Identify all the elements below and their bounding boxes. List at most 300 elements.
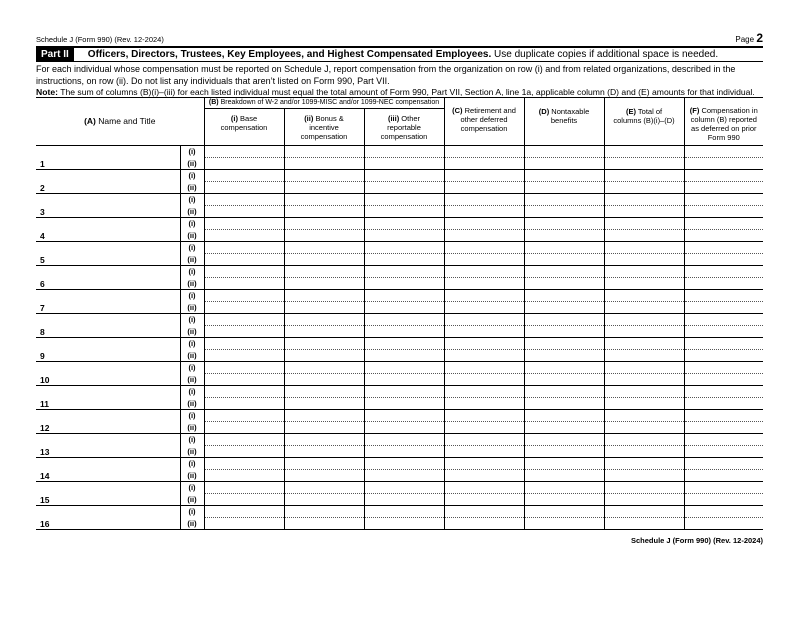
total-field[interactable] (604, 230, 684, 242)
retirement-field[interactable] (444, 158, 524, 170)
other-field[interactable] (364, 266, 444, 278)
row-sub-label: (ii) (180, 302, 204, 314)
row-sub-label: (ii) (180, 518, 204, 530)
column-e-header: (E) Total of columns (B)(i)–(D) (604, 98, 684, 146)
total-field[interactable] (604, 290, 684, 302)
other-field[interactable] (364, 242, 444, 254)
base-field[interactable] (204, 458, 284, 470)
table-row-11-i (36, 386, 763, 398)
name-and-title-field[interactable] (36, 362, 180, 386)
prior-deferred-field[interactable] (684, 386, 763, 398)
row-sub-label: (i) (180, 434, 204, 446)
total-field[interactable] (604, 350, 684, 362)
base-field[interactable] (204, 374, 284, 386)
retirement-field[interactable] (444, 182, 524, 194)
row-number: 11 (40, 399, 49, 409)
row-sub-label: (i) (180, 386, 204, 398)
retirement-field[interactable] (444, 422, 524, 434)
base-field[interactable] (204, 434, 284, 446)
nontaxable-field[interactable] (524, 482, 604, 494)
nontaxable-field[interactable] (524, 458, 604, 470)
name-and-title-field[interactable] (36, 290, 180, 314)
prior-deferred-field[interactable] (684, 266, 763, 278)
name-and-title-field[interactable] (36, 410, 180, 434)
nontaxable-field[interactable] (524, 374, 604, 386)
total-field[interactable] (604, 266, 684, 278)
prior-deferred-field[interactable] (684, 170, 763, 182)
retirement-field[interactable] (444, 302, 524, 314)
row-number: 8 (40, 327, 45, 337)
note-label: Note: (36, 87, 58, 97)
total-field[interactable] (604, 386, 684, 398)
prior-deferred-field[interactable] (684, 206, 763, 218)
bonus-field[interactable] (284, 494, 364, 506)
part-divider (36, 61, 763, 62)
retirement-field[interactable] (444, 434, 524, 446)
prior-deferred-field[interactable] (684, 362, 763, 374)
base-field[interactable] (204, 386, 284, 398)
base-field[interactable] (204, 170, 284, 182)
total-field[interactable] (604, 182, 684, 194)
prior-deferred-field[interactable] (684, 470, 763, 482)
retirement-field[interactable] (444, 518, 524, 530)
other-field[interactable] (364, 302, 444, 314)
prior-deferred-field[interactable] (684, 146, 763, 158)
prior-deferred-field[interactable] (684, 158, 763, 170)
prior-deferred-field[interactable] (684, 194, 763, 206)
row-number: 16 (40, 519, 50, 529)
other-field[interactable] (364, 158, 444, 170)
retirement-field[interactable] (444, 290, 524, 302)
other-field[interactable] (364, 482, 444, 494)
bonus-field[interactable] (284, 362, 364, 374)
base-field[interactable] (204, 278, 284, 290)
bonus-field[interactable] (284, 326, 364, 338)
bonus-field[interactable] (284, 158, 364, 170)
name-and-title-field[interactable] (36, 338, 180, 362)
bonus-field[interactable] (284, 302, 364, 314)
nontaxable-field[interactable] (524, 218, 604, 230)
base-field[interactable] (204, 290, 284, 302)
total-field[interactable] (604, 170, 684, 182)
other-field[interactable] (364, 326, 444, 338)
prior-deferred-field[interactable] (684, 422, 763, 434)
bonus-field[interactable] (284, 374, 364, 386)
bonus-field[interactable] (284, 218, 364, 230)
prior-deferred-field[interactable] (684, 314, 763, 326)
nontaxable-field[interactable] (524, 194, 604, 206)
name-and-title-field[interactable] (36, 482, 180, 506)
bonus-field[interactable] (284, 230, 364, 242)
row-sub-label: (ii) (180, 278, 204, 290)
total-field[interactable] (604, 458, 684, 470)
retirement-field[interactable] (444, 194, 524, 206)
row-sub-label: (ii) (180, 326, 204, 338)
bonus-field[interactable] (284, 266, 364, 278)
total-field[interactable] (604, 434, 684, 446)
column-b1-header: (i) Base compensation (204, 109, 284, 146)
prior-deferred-field[interactable] (684, 254, 763, 266)
table-row-6-i (36, 266, 763, 278)
bonus-field[interactable] (284, 290, 364, 302)
column-d-header: (D) Nontaxable benefits (524, 98, 604, 146)
bonus-field[interactable] (284, 518, 364, 530)
nontaxable-field[interactable] (524, 506, 604, 518)
part-header (36, 48, 763, 61)
nontaxable-field[interactable] (524, 494, 604, 506)
row-sub-label: (ii) (180, 398, 204, 410)
other-field[interactable] (364, 170, 444, 182)
bonus-field[interactable] (284, 422, 364, 434)
name-and-title-field[interactable] (36, 458, 180, 482)
total-field[interactable] (604, 254, 684, 266)
base-field[interactable] (204, 230, 284, 242)
total-field[interactable] (604, 302, 684, 314)
total-field[interactable] (604, 194, 684, 206)
column-f-header: (F) Compensation in column (B) reported as deferred on prior Form 990 (684, 98, 763, 146)
nontaxable-field[interactable] (524, 338, 604, 350)
bonus-field[interactable] (284, 434, 364, 446)
prior-deferred-field[interactable] (684, 338, 763, 350)
total-field[interactable] (604, 206, 684, 218)
prior-deferred-field[interactable] (684, 446, 763, 458)
row-sub-label: (i) (180, 266, 204, 278)
base-field[interactable] (204, 482, 284, 494)
nontaxable-field[interactable] (524, 326, 604, 338)
retirement-field[interactable] (444, 254, 524, 266)
bonus-field[interactable] (284, 254, 364, 266)
retirement-field[interactable] (444, 398, 524, 410)
base-field[interactable] (204, 422, 284, 434)
base-field[interactable] (204, 398, 284, 410)
other-field[interactable] (364, 362, 444, 374)
retirement-field[interactable] (444, 506, 524, 518)
other-field[interactable] (364, 410, 444, 422)
row-sub-label: (ii) (180, 206, 204, 218)
bonus-field[interactable] (284, 278, 364, 290)
bonus-field[interactable] (284, 350, 364, 362)
total-field[interactable] (604, 374, 684, 386)
retirement-field[interactable] (444, 338, 524, 350)
column-b2-header: (ii) Bonus & incentive compensation (284, 109, 364, 146)
nontaxable-field[interactable] (524, 230, 604, 242)
other-field[interactable] (364, 218, 444, 230)
retirement-field[interactable] (444, 350, 524, 362)
table-row-15-i (36, 482, 763, 494)
row-sub-label: (ii) (180, 494, 204, 506)
base-field[interactable] (204, 410, 284, 422)
total-field[interactable] (604, 314, 684, 326)
base-field[interactable] (204, 350, 284, 362)
prior-deferred-field[interactable] (684, 494, 763, 506)
other-field[interactable] (364, 434, 444, 446)
row-number: 9 (40, 351, 45, 361)
row-sub-label: (i) (180, 410, 204, 422)
prior-deferred-field[interactable] (684, 482, 763, 494)
other-field[interactable] (364, 422, 444, 434)
retirement-field[interactable] (444, 242, 524, 254)
base-field[interactable] (204, 194, 284, 206)
row-number: 6 (40, 279, 45, 289)
form-reference: Schedule J (Form 990) (Rev. 12-2024) (36, 35, 164, 44)
retirement-field[interactable] (444, 314, 524, 326)
name-and-title-field[interactable] (36, 266, 180, 290)
other-field[interactable] (364, 386, 444, 398)
note-text: The sum of columns (B)(i)–(iii) for each listed individual must equal the total amount of Form 990, Part VII, Section A, line 1a, applicable column (D) and (E) amounts for that individual. (57, 87, 755, 97)
table-row-9-i (36, 338, 763, 350)
prior-deferred-field[interactable] (684, 518, 763, 530)
retirement-field[interactable] (444, 494, 524, 506)
other-field[interactable] (364, 314, 444, 326)
base-field[interactable] (204, 518, 284, 530)
retirement-field[interactable] (444, 146, 524, 158)
base-field[interactable] (204, 326, 284, 338)
base-field[interactable] (204, 470, 284, 482)
retirement-field[interactable] (444, 170, 524, 182)
bonus-field[interactable] (284, 242, 364, 254)
row-number: 15 (40, 495, 50, 505)
part-subtitle: Use duplicate copies if additional space is needed. (491, 49, 719, 60)
prior-deferred-field[interactable] (684, 242, 763, 254)
other-field[interactable] (364, 146, 444, 158)
base-field[interactable] (204, 158, 284, 170)
footer-form-reference: Schedule J (Form 990) (Rev. 12-2024) (631, 536, 763, 545)
nontaxable-field[interactable] (524, 146, 604, 158)
base-field[interactable] (204, 218, 284, 230)
nontaxable-field[interactable] (524, 206, 604, 218)
base-field[interactable] (204, 146, 284, 158)
total-field[interactable] (604, 218, 684, 230)
name-and-title-field[interactable] (36, 194, 180, 218)
row-number: 4 (40, 231, 45, 241)
prior-deferred-field[interactable] (684, 278, 763, 290)
bonus-field[interactable] (284, 458, 364, 470)
row-sub-label: (i) (180, 290, 204, 302)
nontaxable-field[interactable] (524, 410, 604, 422)
nontaxable-field[interactable] (524, 170, 604, 182)
name-and-title-field[interactable] (36, 146, 180, 170)
row-number: 7 (40, 303, 45, 313)
other-field[interactable] (364, 494, 444, 506)
total-field[interactable] (604, 398, 684, 410)
bonus-field[interactable] (284, 446, 364, 458)
row-number: 1 (40, 159, 45, 169)
retirement-field[interactable] (444, 278, 524, 290)
base-field[interactable] (204, 242, 284, 254)
total-field[interactable] (604, 278, 684, 290)
base-field[interactable] (204, 206, 284, 218)
bonus-field[interactable] (284, 482, 364, 494)
table-row-16-i (36, 506, 763, 518)
other-field[interactable] (364, 278, 444, 290)
row-sub-label: (ii) (180, 158, 204, 170)
nontaxable-field[interactable] (524, 158, 604, 170)
other-field[interactable] (364, 254, 444, 266)
page-number (735, 31, 763, 45)
base-field[interactable] (204, 494, 284, 506)
nontaxable-field[interactable] (524, 242, 604, 254)
retirement-field[interactable] (444, 482, 524, 494)
name-and-title-field[interactable] (36, 218, 180, 242)
total-field[interactable] (604, 338, 684, 350)
nontaxable-field[interactable] (524, 422, 604, 434)
total-field[interactable] (604, 326, 684, 338)
other-field[interactable] (364, 194, 444, 206)
row-number: 14 (40, 471, 50, 481)
other-field[interactable] (364, 470, 444, 482)
base-field[interactable] (204, 314, 284, 326)
total-field[interactable] (604, 446, 684, 458)
part-tag: Part II (36, 48, 74, 61)
nontaxable-field[interactable] (524, 278, 604, 290)
base-field[interactable] (204, 446, 284, 458)
other-field[interactable] (364, 458, 444, 470)
other-field[interactable] (364, 230, 444, 242)
base-field[interactable] (204, 506, 284, 518)
prior-deferred-field[interactable] (684, 326, 763, 338)
prior-deferred-field[interactable] (684, 506, 763, 518)
retirement-field[interactable] (444, 386, 524, 398)
other-field[interactable] (364, 350, 444, 362)
nontaxable-field[interactable] (524, 182, 604, 194)
nontaxable-field[interactable] (524, 470, 604, 482)
row-sub-label: (ii) (180, 182, 204, 194)
nontaxable-field[interactable] (524, 386, 604, 398)
row-sub-label: (i) (180, 218, 204, 230)
row-number: 12 (40, 423, 50, 433)
base-field[interactable] (204, 266, 284, 278)
retirement-field[interactable] (444, 410, 524, 422)
name-and-title-field[interactable] (36, 242, 180, 266)
other-field[interactable] (364, 182, 444, 194)
nontaxable-field[interactable] (524, 446, 604, 458)
prior-deferred-field[interactable] (684, 302, 763, 314)
total-field[interactable] (604, 422, 684, 434)
other-field[interactable] (364, 374, 444, 386)
total-field[interactable] (604, 506, 684, 518)
bonus-field[interactable] (284, 410, 364, 422)
base-field[interactable] (204, 182, 284, 194)
bonus-field[interactable] (284, 398, 364, 410)
other-field[interactable] (364, 206, 444, 218)
base-field[interactable] (204, 302, 284, 314)
base-field[interactable] (204, 338, 284, 350)
table-row-4-i (36, 218, 763, 230)
total-field[interactable] (604, 494, 684, 506)
base-field[interactable] (204, 254, 284, 266)
total-field[interactable] (604, 518, 684, 530)
prior-deferred-field[interactable] (684, 230, 763, 242)
nontaxable-field[interactable] (524, 362, 604, 374)
name-and-title-field[interactable] (36, 314, 180, 338)
total-field[interactable] (604, 482, 684, 494)
retirement-field[interactable] (444, 266, 524, 278)
nontaxable-field[interactable] (524, 314, 604, 326)
total-field[interactable] (604, 410, 684, 422)
row-sub-label: (ii) (180, 374, 204, 386)
bonus-field[interactable] (284, 170, 364, 182)
name-and-title-field[interactable] (36, 434, 180, 458)
retirement-field[interactable] (444, 206, 524, 218)
name-and-title-field[interactable] (36, 386, 180, 410)
other-field[interactable] (364, 338, 444, 350)
row-number: 2 (40, 183, 45, 193)
bonus-field[interactable] (284, 386, 364, 398)
row-sub-label: (i) (180, 194, 204, 206)
bonus-field[interactable] (284, 194, 364, 206)
retirement-field[interactable] (444, 470, 524, 482)
other-field[interactable] (364, 290, 444, 302)
row-sub-label: (ii) (180, 254, 204, 266)
name-and-title-field[interactable] (36, 506, 180, 530)
retirement-field[interactable] (444, 230, 524, 242)
column-a-header: (A) Name and Title (36, 98, 204, 146)
retirement-field[interactable] (444, 374, 524, 386)
bonus-field[interactable] (284, 182, 364, 194)
prior-deferred-field[interactable] (684, 182, 763, 194)
bonus-field[interactable] (284, 314, 364, 326)
nontaxable-field[interactable] (524, 434, 604, 446)
prior-deferred-field[interactable] (684, 350, 763, 362)
other-field[interactable] (364, 446, 444, 458)
nontaxable-field[interactable] (524, 518, 604, 530)
retirement-field[interactable] (444, 326, 524, 338)
other-field[interactable] (364, 506, 444, 518)
total-field[interactable] (604, 242, 684, 254)
table-body (36, 146, 763, 530)
nontaxable-field[interactable] (524, 266, 604, 278)
prior-deferred-field[interactable] (684, 458, 763, 470)
prior-deferred-field[interactable] (684, 410, 763, 422)
row-sub-label: (ii) (180, 230, 204, 242)
base-field[interactable] (204, 362, 284, 374)
bonus-field[interactable] (284, 470, 364, 482)
total-field[interactable] (604, 146, 684, 158)
bonus-field[interactable] (284, 146, 364, 158)
bonus-field[interactable] (284, 506, 364, 518)
prior-deferred-field[interactable] (684, 434, 763, 446)
prior-deferred-field[interactable] (684, 398, 763, 410)
other-field[interactable] (364, 398, 444, 410)
total-field[interactable] (604, 362, 684, 374)
nontaxable-field[interactable] (524, 302, 604, 314)
bonus-field[interactable] (284, 338, 364, 350)
nontaxable-field[interactable] (524, 398, 604, 410)
row-sub-label: (i) (180, 362, 204, 374)
retirement-field[interactable] (444, 458, 524, 470)
nontaxable-field[interactable] (524, 254, 604, 266)
total-field[interactable] (604, 470, 684, 482)
row-sub-label: (i) (180, 146, 204, 158)
prior-deferred-field[interactable] (684, 218, 763, 230)
retirement-field[interactable] (444, 446, 524, 458)
retirement-field[interactable] (444, 362, 524, 374)
total-field[interactable] (604, 158, 684, 170)
prior-deferred-field[interactable] (684, 290, 763, 302)
nontaxable-field[interactable] (524, 290, 604, 302)
row-number: 3 (40, 207, 45, 217)
retirement-field[interactable] (444, 218, 524, 230)
other-field[interactable] (364, 518, 444, 530)
prior-deferred-field[interactable] (684, 374, 763, 386)
bonus-field[interactable] (284, 206, 364, 218)
row-sub-label: (ii) (180, 350, 204, 362)
row-sub-label: (i) (180, 242, 204, 254)
page-number-value: 2 (756, 31, 763, 45)
name-and-title-field[interactable] (36, 170, 180, 194)
nontaxable-field[interactable] (524, 350, 604, 362)
row-sub-label: (ii) (180, 470, 204, 482)
